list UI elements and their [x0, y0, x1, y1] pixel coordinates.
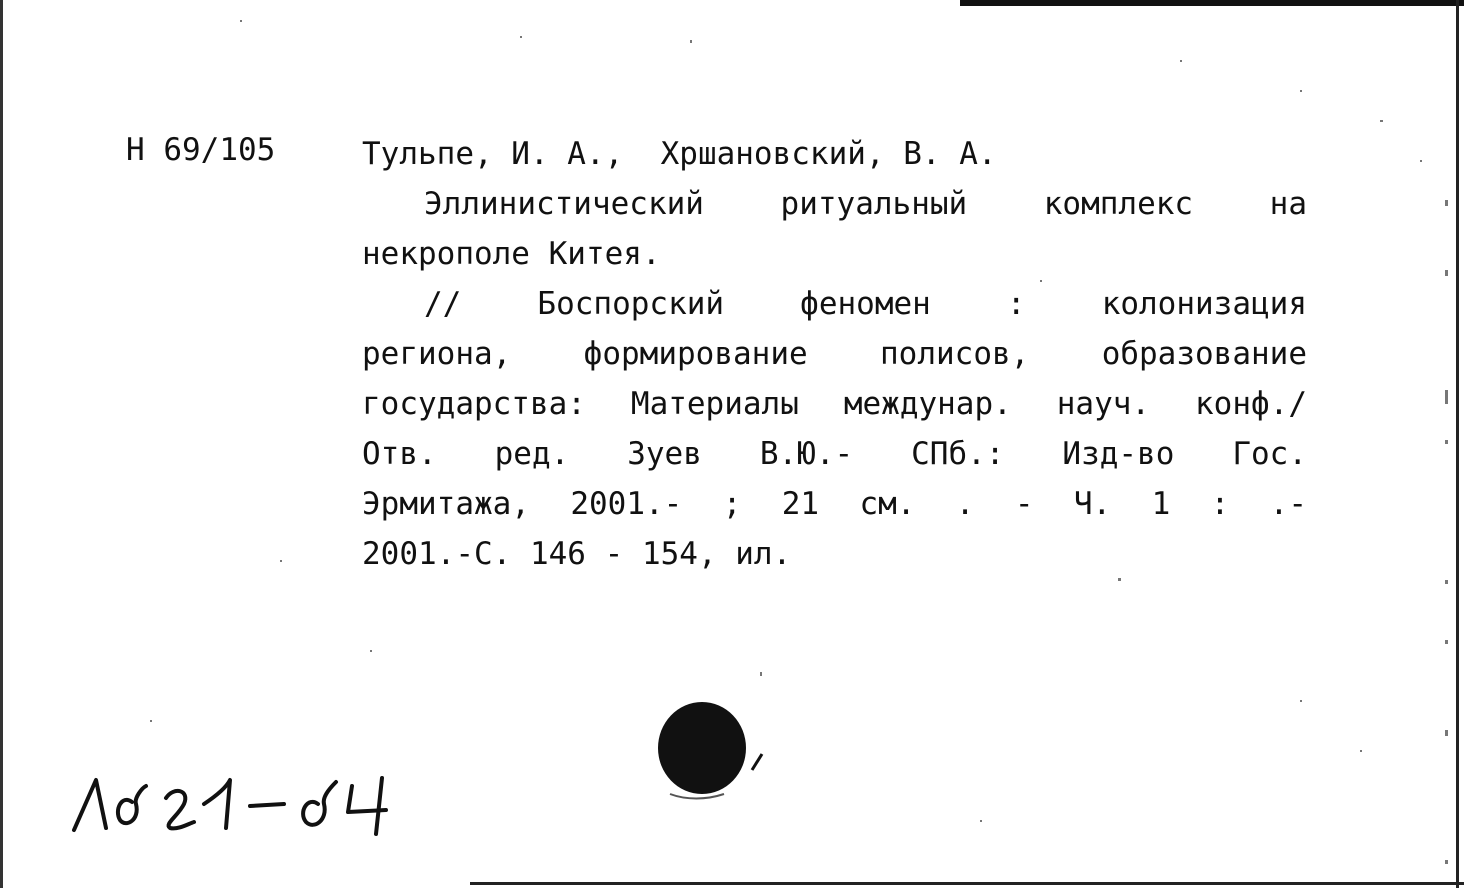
entry-line-source: // Боспорский феномен : колонизация [424, 286, 1307, 322]
entry-line-title-cont: некрополе Китея. [362, 236, 661, 272]
bibliographic-entry [362, 132, 1307, 582]
entry-line-conference: государства: Материалы междунар. науч. конф./ [362, 386, 1307, 422]
shelfmark: Н 69/105 [126, 132, 276, 168]
handwritten-number [66, 758, 466, 842]
entry-line-authors: Тульпе, И. А., Хршановский, В. А. [362, 136, 997, 172]
entry-line-publisher: Эрмитажа, 2001.- ; 21 см. . - Ч. 1 : .- [362, 486, 1307, 522]
entry-line-source-cont: региона, формирование полисов, образование [362, 336, 1307, 372]
entry-line-title: Эллинистический ритуальный комплекс на [424, 186, 1307, 222]
punch-hole [656, 698, 786, 808]
entry-line-pages: 2001.-С. 146 - 154, ил. [362, 536, 792, 572]
entry-line-editor: Отв. ред. Зуев В.Ю.- СПб.: Изд-во Гос. [362, 436, 1307, 472]
